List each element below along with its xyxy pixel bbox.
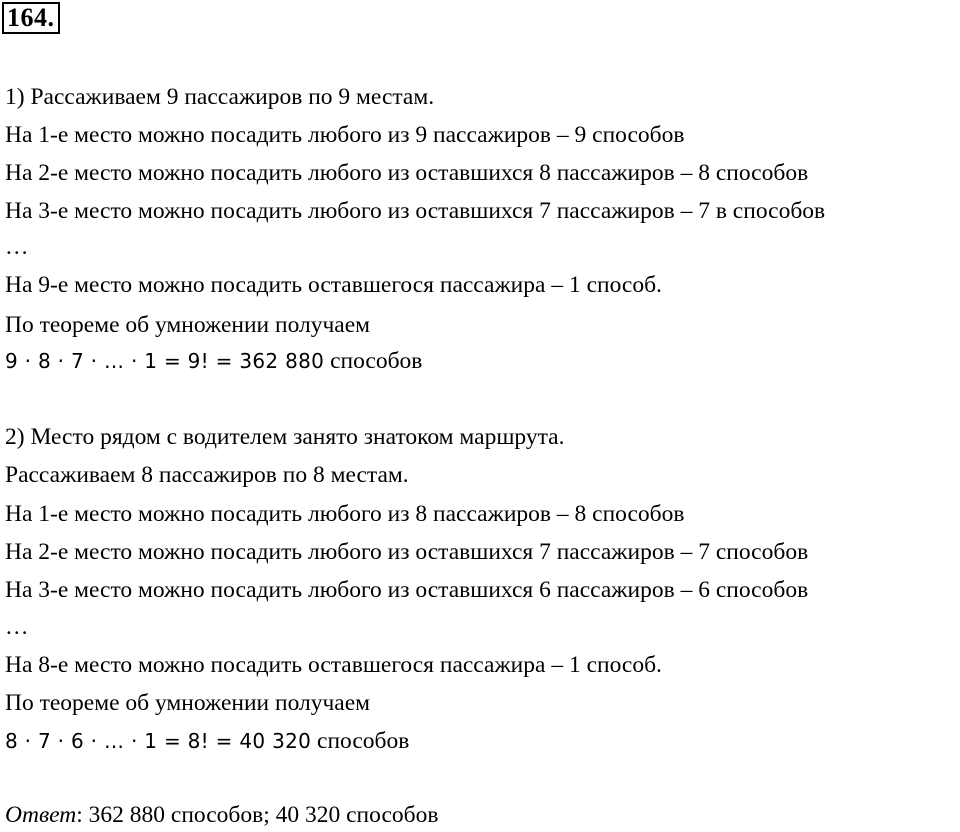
part2-seat-arrangement: Рассаживаем 8 пассажиров по 8 местам. [5,462,409,488]
part2-seat-2: На 2-е место можно посадить любого из оставшихся 7 пассажиров – 7 способов [5,539,809,565]
part2-theorem: По теореме об умножении получаем [5,690,371,716]
part1-seat-3: На 3-е место можно посадить любого из оставшихся 7 пассажиров – 7 в способов [5,198,826,224]
part1-formula-expression: 9 · 8 · 7 · … · 1 = 9! = 362 880 [5,349,325,373]
part2-formula-suffix: способов [311,728,410,754]
part2-seat-last: На 8-е место можно посадить оставшегося пассажира – 1 способ. [5,652,662,678]
part1-intro: 1) Рассаживаем 9 пассажиров по 9 местам. [5,84,435,110]
answer-label: Ответ [5,802,77,828]
part1-formula [5,346,422,376]
part1-seat-last: На 9-е место можно посадить оставшегося пассажира – 1 способ. [5,272,662,298]
part1-formula-suffix: способов [324,348,423,374]
part2-seat-1: На 1-е место можно посадить любого из 8 пассажиров – 8 способов [5,501,685,527]
answer-text: : 362 880 способов; 40 320 способов [76,802,439,828]
problem-number: 164. [2,2,60,34]
part2-ellipsis: … [5,614,29,640]
part1-ellipsis: … [5,234,29,260]
answer-line [5,800,438,830]
part2-seat-3: На 3-е место можно посадить любого из оставшихся 6 пассажиров – 6 способов [5,577,809,603]
part2-intro: 2) Место рядом с водителем занято знатоком маршрута. [5,424,565,450]
part1-theorem: По теореме об умножении получаем [5,312,371,338]
part1-seat-1: На 1-е место можно посадить любого из 9 пассажиров – 9 способов [5,122,685,148]
part2-formula [5,726,409,756]
part1-seat-2: На 2-е место можно посадить любого из оставшихся 8 пассажиров – 8 способов [5,160,809,186]
part2-formula-expression: 8 · 7 · 6 · … · 1 = 8! = 40 320 [5,729,312,753]
